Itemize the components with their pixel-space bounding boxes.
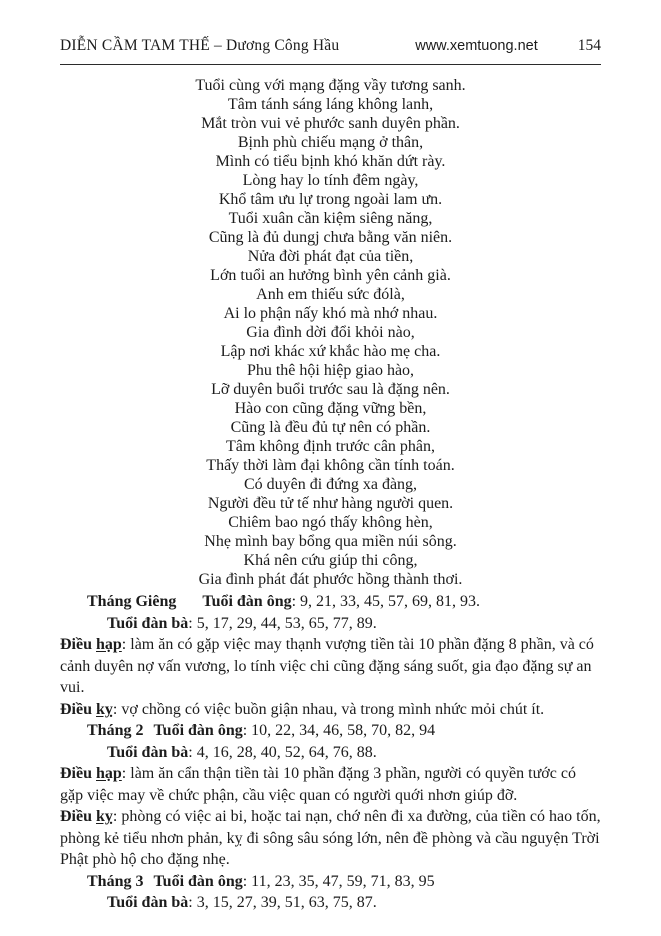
women-ages-values: : 5, 17, 29, 44, 53, 65, 77, 89. [188,614,377,632]
men-ages-values: : 11, 23, 35, 47, 59, 71, 83, 95 [242,872,435,890]
poem-line: Anh em thiếu sức đólà, [256,286,405,303]
dieu-hap-label: Điều [60,765,96,782]
dieu-ky-label: Điều [60,808,96,825]
poem-line: Chiêm bao ngó thấy không hèn, [228,514,433,531]
document-title: DIỄN CẦM TAM THẾ – Dương Công Hầu [60,37,340,54]
women-ages-label: Tuổi đàn bà [107,894,189,911]
month-heading [60,591,601,613]
poem-line: Lòng hay lo tính đêm ngày, [242,172,419,189]
poem-line: Có duyên đi đứng xa đàng, [243,476,418,493]
poem-line: Nhẹ mình bay bổng qua miền núi sông. [204,533,457,550]
month-label: Tháng 3 [87,872,144,890]
dieu-hap-word: hạp [96,636,122,653]
months-content [60,591,601,914]
men-ages-label: Tuổi đàn ông [153,722,243,739]
dieu-hap-word: hạp [96,765,122,782]
dieu-ky-paragraph [60,699,601,721]
poem-line: Hào con cũng đặng vững bền, [234,400,427,417]
women-ages-label: Tuổi đàn bà [107,614,189,632]
poem-line: Tâm tánh sáng láng không lanh, [227,96,434,113]
dieu-ky-paragraph [60,806,601,871]
dieu-ky-text: : vợ chồng có việc buồn giận nhau, và trong mình nhức mỏi chút ít. [112,700,545,718]
header-right [415,37,601,55]
month-section [60,720,601,871]
dieu-hap-label: Điều [60,636,96,653]
poem [60,76,601,589]
poem-line: Gia đình phát đát phước hồng thành thơi. [198,571,463,588]
poem-line: Lớn tuổi an hưởng bình yên cảnh già. [210,267,451,284]
poem-line: Cũng là đủ dungj chưa bằng văn niên. [208,229,453,246]
page-number: 154 [577,37,601,54]
women-ages-line [60,613,601,635]
poem-line: Mắt tròn vui vẻ phước sanh duyên phần. [201,115,460,132]
poem-line: Người đều tử tế như hàng người quen. [207,495,454,512]
poem-line: Ai lo phận nấy khó mà nhớ nhau. [223,305,438,322]
month-heading [60,720,601,742]
dieu-hap-paragraph [60,634,601,699]
poem-line: Phu thê hội hiệp giao hào, [246,362,415,379]
poem-line: Khá nên cứu giúp thi công, [243,552,418,569]
dieu-ky-word: kỵ [96,700,113,718]
women-ages-line [60,892,601,914]
month-label: Tháng 2 [87,722,144,739]
dieu-ky-text: : phòng có việc ai bi, hoặc tai nạn, chớ nên đi xa đường, của tiền có hao tốn, phòng kẻ tiểu nhơn phản, kỵ đi sông sâu sóng lớn, nên đề phòng và cầu nguyện Trời Phật phò hộ cho đặng nhẹ. [60,808,601,868]
women-ages-values: : 3, 15, 27, 39, 51, 63, 75, 87. [188,894,377,911]
poem-line: Lỡ duyên buổi trước sau là đặng nên. [211,381,450,398]
month-heading [60,871,601,893]
women-ages-values: : 4, 16, 28, 40, 52, 64, 76, 88. [188,743,377,761]
poem-line: Nửa đời phát đạt của tiền, [247,248,414,265]
poem-line: Tuổi cùng với mạng đặng vầy tương sanh. [195,77,466,94]
month-section [60,591,601,720]
poem-line: Mình có tiểu bịnh khó khăn dứt rày. [215,153,446,170]
poem-line: Khổ tâm ưu lự trong ngoài lam ưn. [218,191,443,208]
poem-line: Tâm không định trước cân phân, [225,438,436,455]
month-section [60,871,601,914]
poem-line: Tuổi xuân cần kiệm siêng năng, [228,210,433,227]
dieu-ky-word: kỵ [96,808,113,825]
poem-line: Lập nơi khác xứ khắc hào mẹ cha. [220,343,441,360]
dieu-hap-text: : làm ăn có gặp việc may thạnh vượng tiền tài 10 phần đặng 8 phần, và có cảnh duyên nợ vấn vương, lo tính việc chi cũng đặng sáng suốt, gia đạo đặng sự an vui. [60,636,594,696]
page-header [60,0,601,65]
month-label: Tháng Giêng [87,593,177,610]
women-ages-label: Tuổi đàn bà [107,743,189,761]
women-ages-line [60,742,601,764]
men-ages-label: Tuổi đàn ông [153,872,243,890]
men-ages-label: Tuổi đàn ông [202,593,292,610]
poem-line: Cũng là đều đủ tự nên có phần. [230,419,431,436]
poem-line: Bịnh phù chiếu mạng ở thân, [237,134,424,151]
poem-line: Gia đình dời đổi khỏi nào, [246,324,415,341]
poem-line: Thấy thời làm đại không cần tính toán. [206,457,455,474]
men-ages-values: : 10, 22, 34, 46, 58, 70, 82, 94 [242,722,436,739]
dieu-hap-text: : làm ăn cẩn thận tiền tài 10 phần đặng 3 phần, người có quyền tước có gặp việc may về chức phận, cầu việc quan có người quới nhơn giúp đỡ. [60,765,576,804]
dieu-hap-paragraph [60,763,601,806]
men-ages-values: : 9, 21, 33, 45, 57, 69, 81, 93. [291,593,481,610]
site-url: www.xemtuong.net [415,38,538,54]
dieu-ky-label: Điều [60,700,96,718]
